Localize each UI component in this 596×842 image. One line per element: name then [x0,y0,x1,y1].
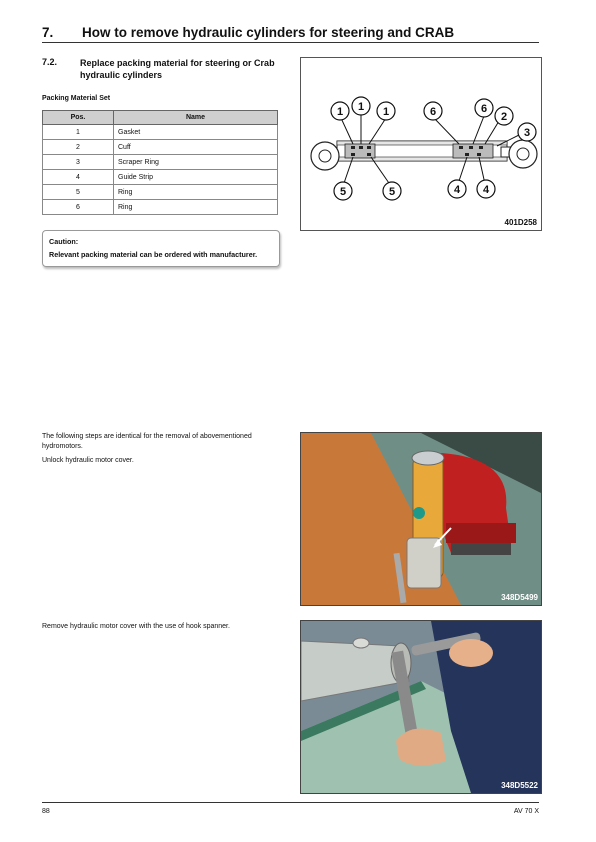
cell-pos: 4 [43,170,114,185]
callout-label: 1 [336,106,344,118]
caution-title: Caution: [49,237,79,246]
callout-label: 5 [339,186,347,198]
photo-vise-cylinder [300,432,542,606]
callout-label: 4 [453,184,461,196]
caution-text: Relevant packing material can be ordered with manufacturer. [49,250,258,259]
cell-pos: 2 [43,140,114,155]
callout-label: 1 [382,106,390,118]
callout-label: 1 [357,101,365,113]
col-header-name: Name [114,111,278,125]
photo-hook-spanner [300,620,542,794]
cell-name: Gasket [114,125,278,140]
callout-label: 5 [388,186,396,198]
cell-pos: 3 [43,155,114,170]
table-caption: Packing Material Set [42,95,111,102]
chapter-title: How to remove hydraulic cylinders for steering and CRAB [82,25,455,40]
section-title: Replace packing material for steering or Crab hydraulic cylinders [80,58,275,80]
page-number: 88 [42,808,50,815]
cell-name: Cuff [114,140,278,155]
cell-name: Scraper Ring [114,155,278,170]
cell-name: Guide Strip [114,170,278,185]
table-row [43,125,278,140]
model-name: AV 70 X [513,808,539,815]
photo1-ref: 348D5499 [501,593,538,602]
hook-spanner-illustration [301,621,541,793]
chapter-heading [42,25,539,43]
cell-pos: 1 [43,125,114,140]
diagram-ref: 401D258 [504,218,537,227]
col-header-pos: Pos. [43,111,114,125]
table-row [43,185,278,200]
table-row [43,155,278,170]
chapter-number: 7. [42,25,54,40]
section-number: 7.2. [42,57,58,67]
cell-name: Ring [114,185,278,200]
photo2-ref: 348D5522 [501,781,538,790]
callout-label: 4 [482,184,490,196]
cell-pos: 6 [43,200,114,215]
footer-divider [42,802,539,803]
callout-label: 2 [500,111,508,123]
table-row [43,140,278,155]
step-text-1: The following steps are identical for the removal of abovementioned hydromotors. [42,433,252,450]
vise-cylinder-illustration [301,433,541,605]
step-text-2: Unlock hydraulic motor cover. [42,457,134,464]
cylinder-drawing [301,58,541,230]
packing-material-table [42,110,278,215]
callout-label: 3 [523,127,531,139]
step-text-3: Remove hydraulic motor cover with the use of hook spanner. [42,623,230,630]
cell-pos: 5 [43,185,114,200]
table-row [43,200,278,215]
cylinder-diagram [300,57,542,231]
caution-box [42,230,280,267]
cell-name: Ring [114,200,278,215]
callout-label: 6 [429,106,437,118]
table-row [43,170,278,185]
callout-label: 6 [480,103,488,115]
